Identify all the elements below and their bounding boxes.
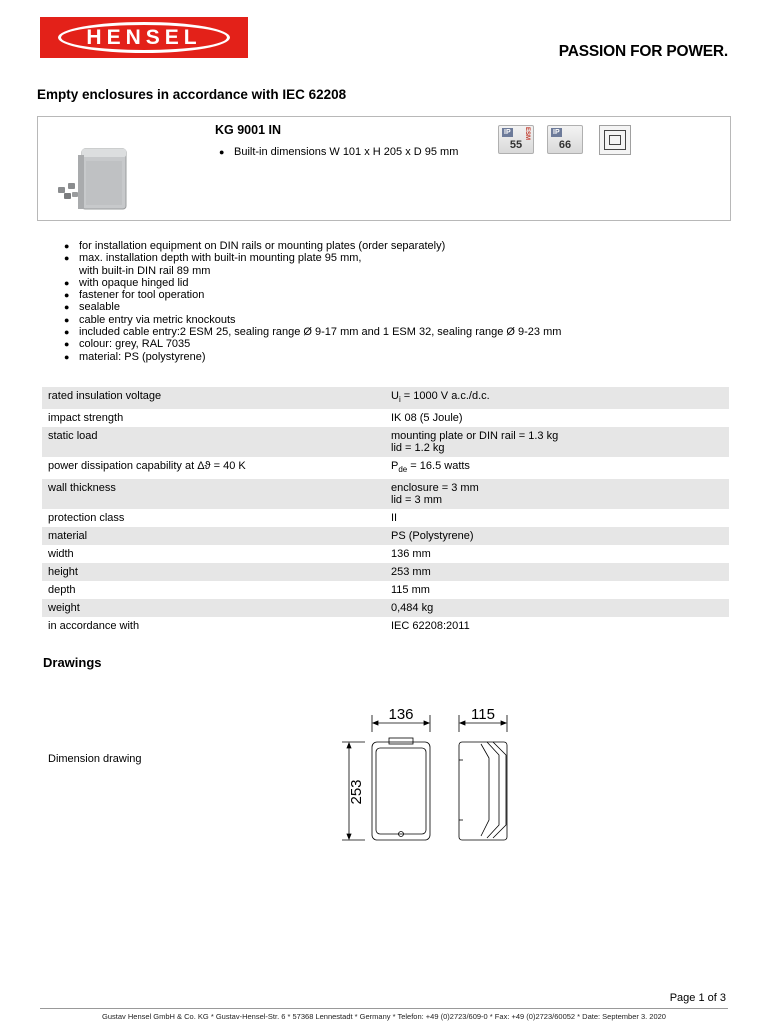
product-feature-text: Built-in dimensions W 101 x H 205 x D 95 mm [234, 146, 459, 158]
ip55-esm-badge [498, 125, 534, 154]
table-row: static load mounting plate or DIN rail = 1.3 kg lid = 1.2 kg [42, 427, 729, 457]
feature-item: ● for installation equipment on DIN rails or mounting plates (order separately) [64, 240, 446, 252]
footer-company-info: Gustav Hensel GmbH & Co. KG * Gustav-Hensel-Str. 6 * 57368 Lennestadt * Germany * Telefon: +49 (0)2723/609-0 * Fax: +49 (0)2723/60052 * Date: September 3. 2020 [102, 1012, 666, 1021]
feature-item: ● sealable [64, 301, 120, 314]
dimension-drawing-label: Dimension drawing [48, 753, 142, 765]
table-row: protection class II [48, 512, 398, 525]
feature-list [64, 240, 562, 363]
product-feature [219, 146, 474, 159]
page-number: Page 1 of 3 [669, 992, 726, 1004]
badge-ip-label: IP [504, 129, 511, 136]
table-row: impact strength IK 08 (5 Joule) [48, 412, 463, 425]
dimension-depth-label: 115 [471, 706, 495, 723]
bullet: ● [219, 147, 225, 157]
feature-item: ● with opaque hinged lid [64, 276, 189, 289]
feature-item: ● included cable entry:2 ESM 25, sealing range Ø 9-17 mm and 1 ESM 32, sealing range Ø 9-23 mm [64, 326, 562, 339]
feature-item: ● colour: grey, RAL 7035 [64, 338, 191, 351]
dimension-drawing [335, 700, 520, 850]
logo-text: HENSEL [86, 25, 202, 49]
product-box [37, 116, 731, 221]
inner-square [609, 135, 621, 145]
hensel-logo [40, 17, 248, 58]
power-dissipation-value: $P_{de} = 16.5$ watts [391, 460, 470, 475]
feature-item: ● material: PS (polystyrene) [64, 350, 206, 363]
feature-item: ● cable entry via metric knockouts [64, 313, 236, 326]
table-row: wall thickness enclosure = 3 mm lid = 3 mm [42, 479, 729, 509]
table-row: power dissipation capability at Δϑ = 40 K $P_{de} = 16.5$ watts [48, 460, 470, 475]
product-name: KG 9001 IN [215, 123, 282, 137]
dimension-height-label: 253 [348, 779, 365, 805]
badge-ip-value: 66 [558, 139, 572, 151]
footer-divider [40, 1008, 728, 1009]
logo-oval [58, 22, 230, 53]
enclosure-product-image [52, 137, 132, 212]
badge-ip-value: 55 [509, 139, 523, 151]
badge-esm-label: ESM [524, 127, 530, 141]
table-row: width 136 mm [48, 548, 431, 561]
table-row: weight 0,484 kg [42, 599, 729, 617]
table-row: rated insulation voltage $U_i = 1000$ V a.c./d.c. [42, 387, 729, 409]
outer-square [604, 130, 626, 150]
rated-voltage-value: $U_i = 1000$ V a.c./d.c. [391, 390, 490, 405]
drawings-heading: Drawings [43, 655, 102, 670]
spec-table [42, 387, 729, 635]
feature-item: ● fastener for tool operation [64, 289, 205, 302]
feature-item: ● max. installation depth with built-in mounting plate 95 mm, with built-in DIN rail 89 mm [64, 252, 362, 277]
table-row: depth 115 mm [48, 584, 430, 597]
ip66-badge [547, 125, 583, 154]
badge-ip-label: IP [553, 129, 560, 136]
table-row: material PS (Polystyrene) [42, 527, 729, 545]
dimension-width-label: 136 [388, 706, 414, 723]
slogan: PASSION FOR POWER. [558, 43, 728, 60]
table-row: in accordance with IEC 62208:2011 [48, 620, 470, 633]
page-title: Empty enclosures in accordance with IEC 62208 [37, 87, 347, 102]
table-row: height 253 mm [42, 563, 729, 581]
protection-class-ii-icon [599, 125, 631, 155]
